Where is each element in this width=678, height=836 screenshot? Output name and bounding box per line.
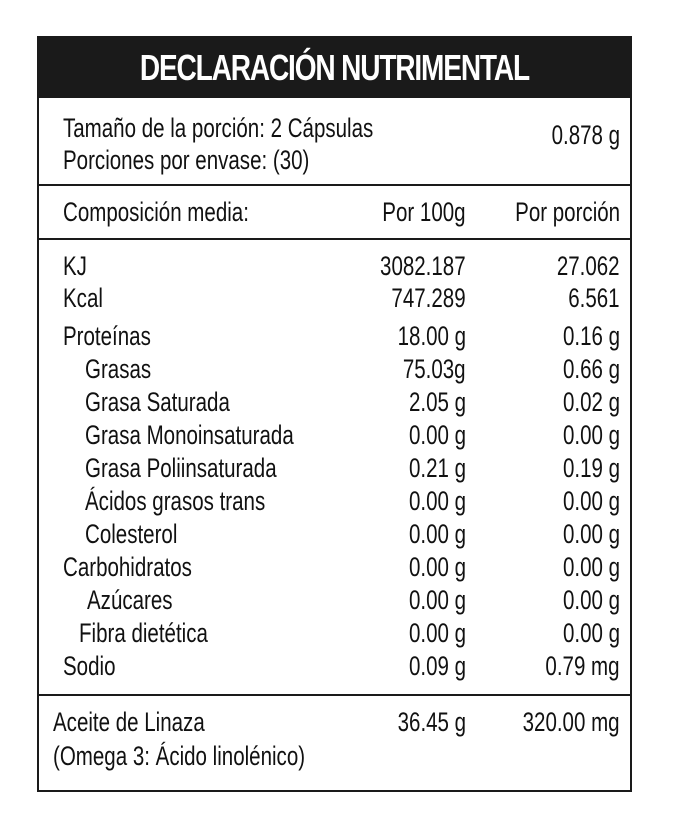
row-perserving-fibra: 0.00 g — [562, 618, 620, 648]
panel-title: DECLARACIÓN NUTRIMENTAL — [139, 47, 530, 88]
row-name-proteinas: Proteínas — [63, 321, 151, 351]
row-per100-grasa-saturada: 2.05 g — [408, 387, 466, 417]
row-per100-fibra: 0.00 g — [408, 618, 466, 648]
row-name-grasa-poli: Grasa Poliinsaturada — [85, 453, 277, 483]
row-name-fibra: Fibra dietética — [79, 618, 208, 648]
row-name-trans: Ácidos grasos trans — [85, 486, 266, 516]
divider-3 — [39, 694, 630, 696]
row-per100-grasas: 75.03g — [403, 354, 466, 384]
row-per100-kj: 3082.187 — [380, 251, 466, 281]
extra-sub: (Omega 3: Ácido linolénico) — [53, 741, 306, 771]
row-name-sodio: Sodio — [63, 651, 116, 681]
row-perserving-carbohidratos: 0.00 g — [562, 552, 620, 582]
row-per100-kcal: 747.289 — [391, 283, 466, 313]
row-name-azucares: Azúcares — [87, 585, 173, 615]
row-name-grasa-saturada: Grasa Saturada — [85, 387, 230, 417]
serving-size-label: Tamaño de la porción: 2 Cápsulas — [63, 113, 374, 143]
row-name-grasa-mono: Grasa Monoinsaturada — [85, 420, 294, 450]
nutrition-panel — [37, 36, 632, 792]
extra-per100: 36.45 g — [397, 707, 466, 737]
row-perserving-kj: 27.062 — [557, 251, 620, 281]
row-perserving-grasa-poli: 0.19 g — [562, 453, 620, 483]
row-per100-trans: 0.00 g — [408, 486, 466, 516]
extra-name: Aceite de Linaza — [53, 707, 205, 737]
row-name-kcal: Kcal — [63, 283, 103, 313]
perserving-header: Por porción — [515, 197, 620, 227]
row-name-colesterol: Colesterol — [85, 519, 178, 549]
row-perserving-sodio: 0.79 mg — [545, 651, 620, 681]
row-perserving-grasas: 0.66 g — [562, 354, 620, 384]
row-perserving-proteinas: 0.16 g — [562, 321, 620, 351]
row-per100-sodio: 0.09 g — [408, 651, 466, 681]
serving-size-value: 0.878 g — [551, 120, 620, 150]
row-per100-grasa-poli: 0.21 g — [408, 453, 466, 483]
extra-perserving: 320.00 mg — [523, 707, 620, 737]
row-name-kj: KJ — [63, 251, 87, 281]
composition-header: Composición media: — [63, 197, 249, 227]
divider-1 — [39, 184, 630, 186]
row-perserving-kcal: 6.561 — [568, 283, 620, 313]
row-perserving-azucares: 0.00 g — [562, 585, 620, 615]
row-per100-proteinas: 18.00 g — [397, 321, 466, 351]
row-perserving-grasa-saturada: 0.02 g — [562, 387, 620, 417]
divider-2 — [39, 238, 630, 240]
row-perserving-colesterol: 0.00 g — [562, 519, 620, 549]
row-name-carbohidratos: Carbohidratos — [63, 552, 192, 582]
row-per100-grasa-mono: 0.00 g — [408, 420, 466, 450]
row-per100-colesterol: 0.00 g — [408, 519, 466, 549]
row-perserving-grasa-mono: 0.00 g — [562, 420, 620, 450]
panel-title-bar — [39, 38, 630, 98]
row-per100-azucares: 0.00 g — [408, 585, 466, 615]
row-name-grasas: Grasas — [85, 354, 152, 384]
per100-header: Por 100g — [382, 197, 466, 227]
row-per100-carbohidratos: 0.00 g — [408, 552, 466, 582]
servings-per-container: Porciones por envase: (30) — [63, 145, 310, 175]
row-perserving-trans: 0.00 g — [562, 486, 620, 516]
